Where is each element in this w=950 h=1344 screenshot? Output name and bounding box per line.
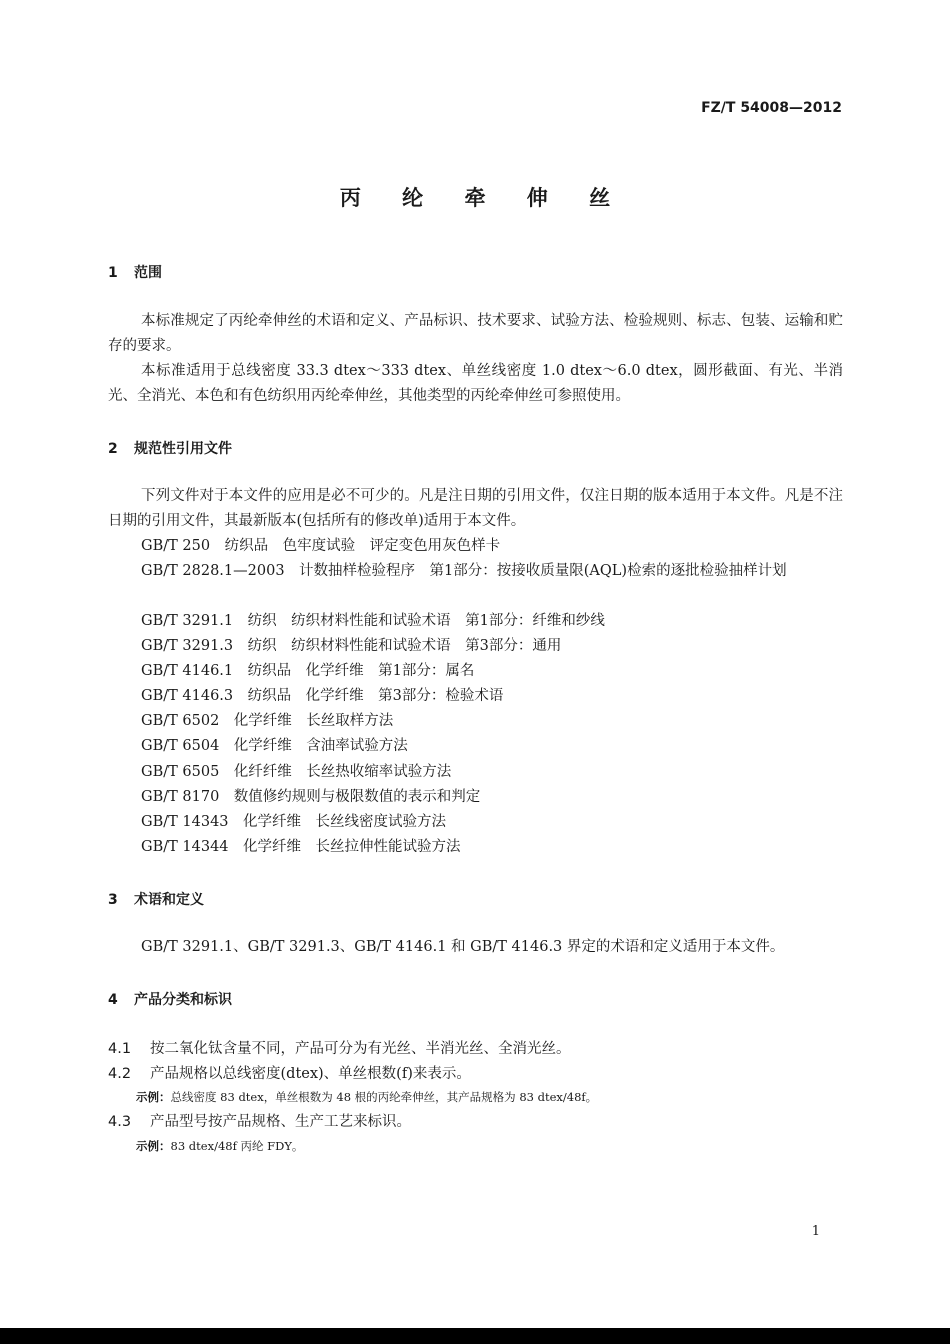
section-title: 产品分类和标识 [134,992,232,1008]
clause-number: 4.2 [108,1066,132,1082]
example-label: 示例： [136,1090,171,1104]
page-number: 1 [811,1224,820,1239]
section-3-paragraph: GB/T 3291.1、GB/T 3291.3、GB/T 4146.1 和 GB/T 4146.3 界定的术语和定义适用于本文件。 [141,939,785,955]
section-number: 3 [108,892,118,908]
reference-item: GB/T 4146.1 纺织品 化学纤维 第1部分：属名 [141,663,475,679]
reference-item: GB/T 14344 化学纤维 长丝拉伸性能试验方法 [141,839,461,855]
section-1-paragraph-2: 本标准适用于总线密度 33.3 dtex～333 dtex、单丝线密度 1.0 dtex～6.0 dtex，圆形截面、有光、半消光、全消光、本色和有色纺织用丙纶牵伸丝，其他类型的丙纶牵伸丝可参照使用。 [108,363,843,404]
reference-item: GB/T 6502 化学纤维 长丝取样方法 [141,713,394,729]
standard-code: FZ/T 54008—2012 [701,100,842,116]
section-number: 4 [108,992,118,1008]
reference-item: GB/T 4146.3 纺织品 化学纤维 第3部分：检验术语 [141,688,504,704]
reference-item: GB/T 8170 数值修约规则与极限数值的表示和判定 [141,789,481,805]
section-3-heading [108,889,204,909]
reference-item: GB/T 250 纺织品 色牢度试验 评定变色用灰色样卡 [141,538,501,554]
example-text: 总线密度 83 dtex，单丝根数为 48 根的丙纶牵伸丝，其产品规格为 83 dtex/48f。 [170,1090,598,1104]
example-label: 示例： [136,1139,171,1153]
section-title: 范围 [134,265,162,281]
section-number: 2 [108,441,118,457]
section-title: 规范性引用文件 [134,441,232,457]
clause-text: 按二氧化钛含量不同，产品可分为有光丝、半消光丝、全消光丝。 [150,1041,571,1057]
reference-item: GB/T 2828.1—2003 计数抽样检验程序 第1部分：按接收质量限(AQL)检索的逐批检验抽样计划 [141,563,787,579]
example-1 [136,1089,597,1105]
clause-number: 4.1 [108,1041,132,1057]
section-number: 1 [108,265,118,281]
section-2-heading [108,438,232,458]
section-2-intro: 下列文件对于本文件的应用是必不可少的。凡是注日期的引用文件，仅注日期的版本适用于本文件。凡是不注日期的引用文件，其最新版本(包括所有的修改单)适用于本文件。 [108,488,843,529]
clause-number: 4.3 [108,1114,132,1130]
reference-item: GB/T 6505 化纤纤维 长丝热收缩率试验方法 [141,764,452,780]
clause-4-2 [108,1062,471,1083]
page-bottom-border [0,1328,950,1344]
clause-text: 产品型号按产品规格、生产工艺来标识。 [150,1114,411,1130]
section-4-heading [108,989,232,1009]
reference-item: GB/T 6504 化学纤维 含油率试验方法 [141,738,408,754]
reference-item: GB/T 3291.3 纺织 纺织材料性能和试验术语 第3部分：通用 [141,638,562,654]
section-title: 术语和定义 [134,892,204,908]
clause-text: 产品规格以总线密度(dtex)、单丝根数(f)来表示。 [150,1066,471,1082]
clause-4-3 [108,1110,411,1131]
reference-item: GB/T 14343 化学纤维 长丝线密度试验方法 [141,814,447,830]
example-2 [136,1138,303,1154]
section-1-paragraph-1: 本标准规定了丙纶牵伸丝的术语和定义、产品标识、技术要求、试验方法、检验规则、标志、包装、运输和贮存的要求。 [108,313,843,354]
section-1-heading [108,262,162,282]
clause-4-1 [108,1037,571,1058]
example-text: 83 dtex/48f 丙纶 FDY。 [170,1139,304,1153]
reference-item: GB/T 3291.1 纺织 纺织材料性能和试验术语 第1部分：纤维和纱线 [141,613,605,629]
document-title: 丙 纶 牵 伸 丝 [339,186,628,210]
